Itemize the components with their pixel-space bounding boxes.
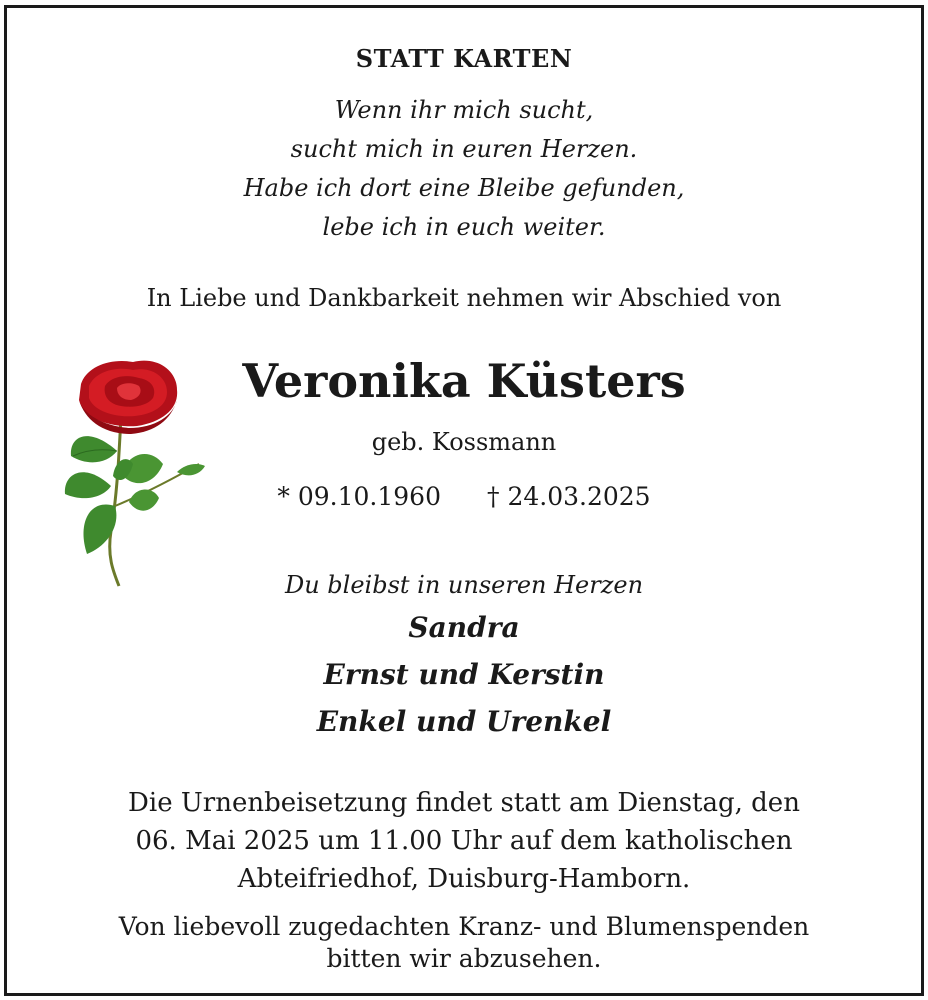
red-rose-icon (59, 356, 209, 591)
notice-header: STATT KARTEN (355, 44, 573, 73)
signer-1: Sandra (408, 611, 520, 644)
poem-line-4: lebe ich in euch weiter. (322, 213, 606, 241)
funeral-line-3: Abteifriedhof, Duisburg-Hamborn. (237, 864, 691, 894)
intro-text: In Liebe und Dankbarkeit nehmen wir Abschied von (146, 284, 782, 312)
flowers-note-line-2: bitten wir abzusehen. (326, 944, 602, 973)
poem-line-1: Wenn ihr mich sucht, (334, 96, 594, 124)
poem-line-3: Habe ich dort eine Bleibe gefunden, (243, 174, 685, 202)
remembrance-text: Du bleibst in unseren Herzen (284, 571, 644, 599)
funeral-line-2: 06. Mai 2025 um 11.00 Uhr auf dem katholischen (135, 826, 793, 856)
flowers-note-line-1: Von liebevoll zugedachten Kranz- und Blumenspenden (118, 912, 810, 941)
poem-line-2: sucht mich in euren Herzen. (290, 135, 638, 163)
signer-3: Enkel und Urenkel (316, 705, 612, 738)
birth-date: * 09.10.1960 (277, 482, 441, 511)
funeral-line-1: Die Urnenbeisetzung findet statt am Dienstag, den (128, 788, 800, 818)
birth-name: geb. Kossmann (371, 428, 557, 456)
death-date: † 24.03.2025 (487, 482, 651, 511)
signer-2: Ernst und Kerstin (323, 658, 605, 691)
obituary-notice (4, 5, 924, 996)
deceased-name: Veronika Küsters (242, 354, 686, 408)
